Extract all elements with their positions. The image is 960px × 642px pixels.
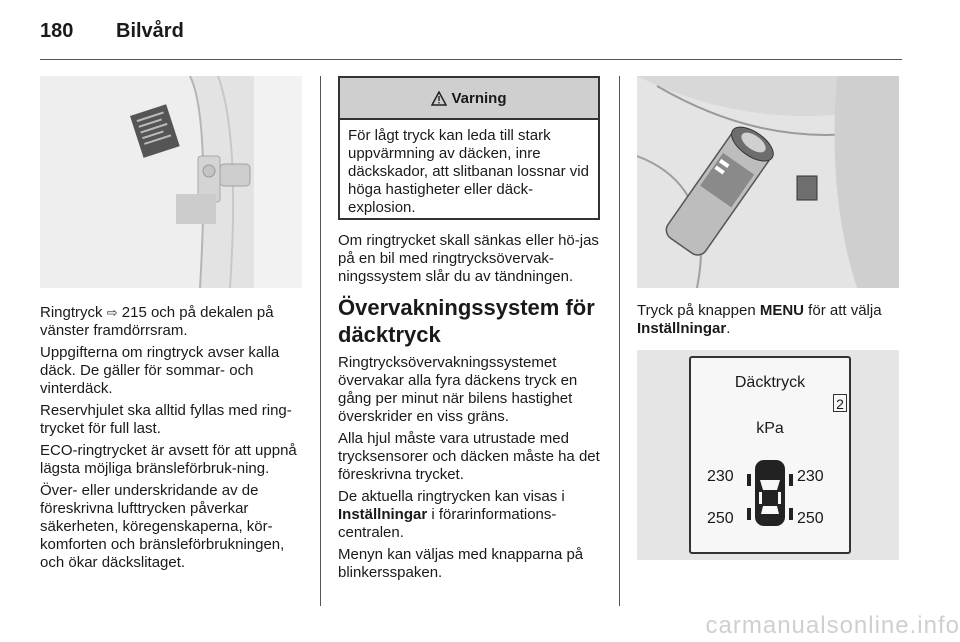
column-3	[637, 302, 905, 342]
paragraph-text: De aktuella ringtrycken kan visas i	[338, 488, 565, 505]
paragraph: Uppgifterna om ringtryck avser kalla däck. De gäller för sommar- och vinterdäck.	[40, 344, 280, 397]
paragraph: Alla hjul måste vara utrustade med trycksensorer och däcken måste ha det föreskrivna trycket.	[338, 430, 600, 483]
section-title: Bilvård	[116, 20, 184, 42]
page-reference-arrow-icon: ⇨	[106, 305, 118, 320]
paragraph: Om ringtrycket skall sänkas eller hö-jas på en bil med ringtrycksövervak-ningssystem slår du av tändningen.	[338, 232, 599, 285]
page-reference-text[interactable]: 215 och på dekalen på vänster framdörrsram.	[40, 304, 274, 339]
paragraph: Reservhjulet ska alltid fyllas med ring-trycket för full last.	[40, 402, 292, 437]
warning-body: För lågt tryck kan leda till stark uppvärmning av däcken, inre däckskador, att slitbanan lossnar vid höga hastigheter eller däck-explosion.	[348, 127, 589, 216]
column-divider-1	[320, 76, 321, 606]
warning-header	[340, 78, 598, 120]
column-divider-2	[619, 76, 620, 606]
paragraph: Ringtrycksövervakningssystemet övervakar alla fyra däckens tryck en gång per minut när bilens hastighet överskrider en viss gräns.	[338, 354, 578, 425]
paragraph	[40, 304, 308, 340]
paragraph	[637, 302, 905, 338]
driver-info-display	[689, 356, 851, 554]
display-unit: kPa	[756, 420, 784, 437]
column-2	[338, 232, 608, 586]
tire-pressure-display-illustration	[637, 350, 899, 560]
paragraph-text: Ringtryck	[40, 304, 107, 321]
car-top-view-icon	[745, 458, 795, 528]
display-page-badge: 2	[833, 394, 847, 412]
page-number: 180	[40, 20, 74, 42]
turn-signal-stalk-illustration	[637, 76, 899, 288]
paragraph-text: i förarinformations-centralen.	[338, 506, 557, 541]
warning-box	[338, 76, 600, 220]
front-left-pressure: 230	[707, 468, 734, 485]
paragraph-text: för att välja	[804, 302, 882, 319]
display-title: Däcktryck	[734, 374, 806, 391]
header-rule	[40, 59, 902, 60]
front-right-pressure: 230	[797, 468, 824, 485]
menu-term: Inställningar	[338, 506, 428, 523]
rear-right-pressure: 250	[797, 510, 824, 527]
section-heading: Övervakningssystem för däcktryck	[338, 295, 595, 347]
paragraph: ECO-ringtrycket är avsett för att uppnå lägsta möjliga bränsleförbruk-ning.	[40, 442, 297, 477]
watermark: carmanualsonline.info	[705, 612, 960, 639]
rear-left-pressure: 250	[707, 510, 734, 527]
menu-button-term: MENU	[759, 302, 805, 319]
menu-term: Inställningar	[637, 320, 727, 337]
paragraph: Menyn kan väljas med knapparna på blinkersspaken.	[338, 546, 584, 581]
paragraph: Över- eller underskridande av de föreskrivna lufttrycken påverkar säkerheten, köregenskaperna, kör-komforten och bränsleförbrukningen, och ökar däckslitaget.	[40, 482, 285, 571]
paragraph-text: .	[726, 320, 731, 337]
warning-title: Varning	[451, 89, 507, 107]
door-label-illustration	[40, 76, 302, 288]
paragraph	[338, 488, 608, 542]
paragraph-text: Tryck på knappen	[637, 302, 760, 319]
column-1	[40, 304, 308, 576]
warning-triangle-icon	[431, 91, 447, 106]
